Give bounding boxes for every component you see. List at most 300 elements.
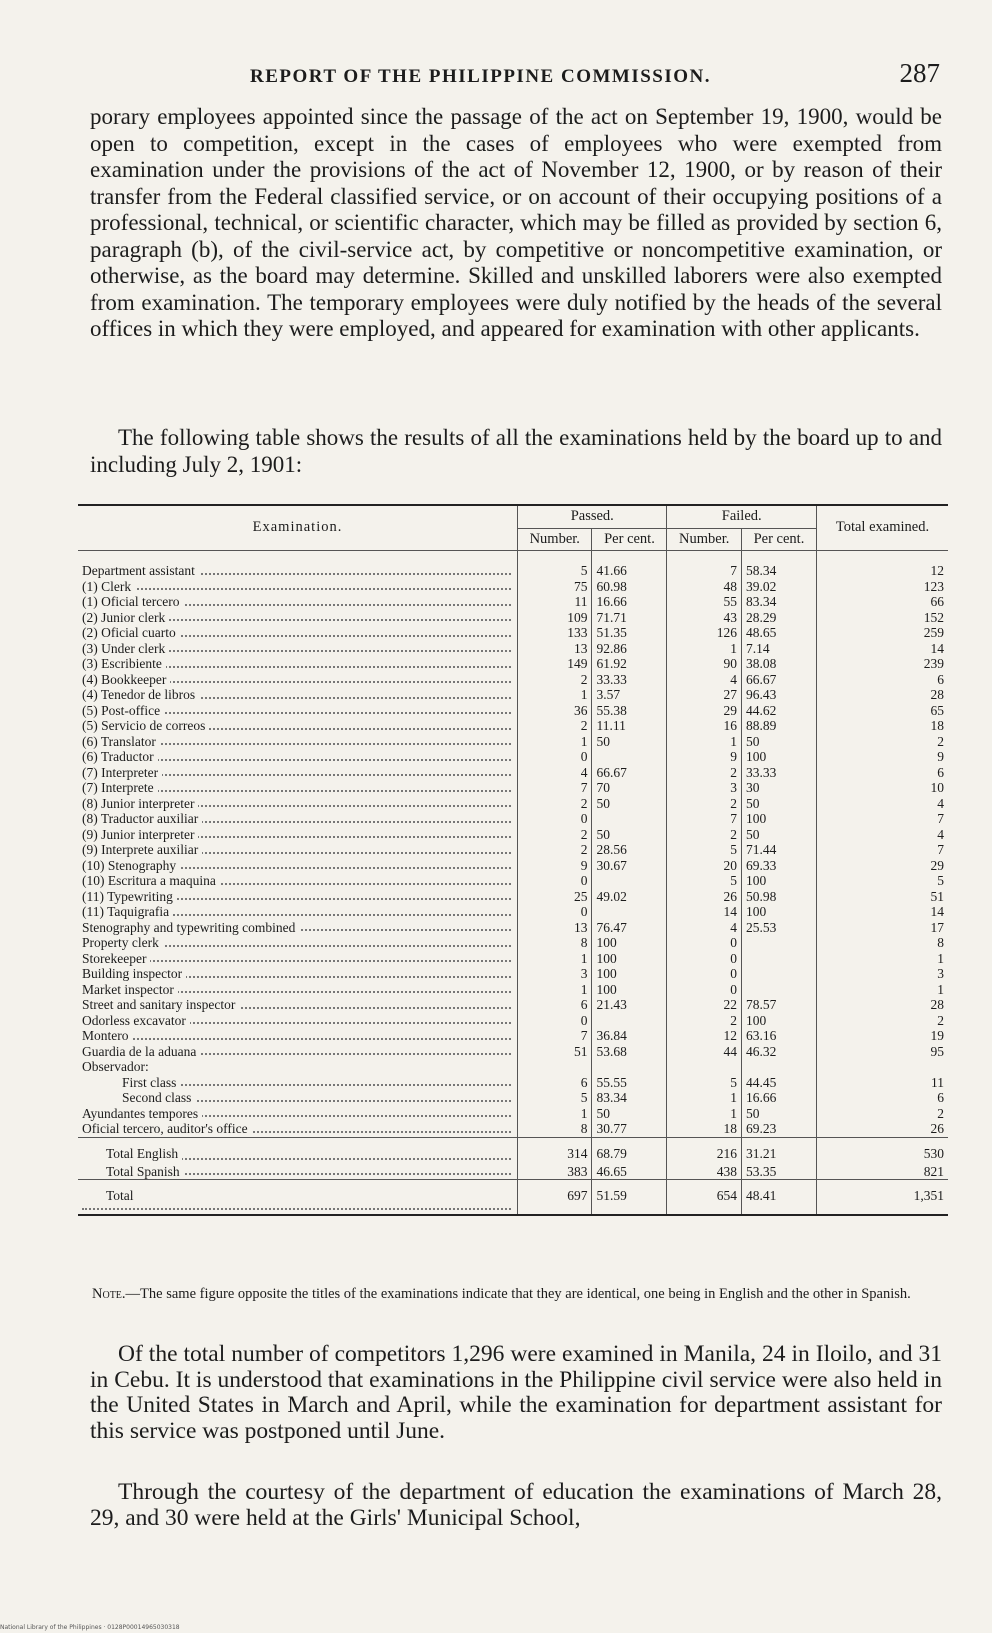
table-row (78, 920, 948, 936)
row-name: Montero (82, 1028, 133, 1043)
failed-percent: 25.53 (741, 920, 816, 936)
header-failed-number: Number. (667, 528, 741, 551)
row-name: (10) Stenography (82, 858, 180, 873)
total-examined: 28 (930, 687, 944, 702)
paragraph-courtesy: Through the courtesy of the department of education the examinations of March 28, 29, and 30 were held at the Girls' Municipal School, (90, 1479, 942, 1531)
failed-percent: 69.33 (741, 858, 816, 874)
passed-number: 149 (518, 656, 592, 672)
passed-number: 36 (518, 703, 592, 719)
passed-percent: 41.66 (592, 551, 667, 579)
failed-percent: 50 (741, 827, 816, 843)
table-row (78, 780, 948, 796)
table-row (78, 796, 948, 812)
failed-number: 4 (667, 920, 741, 936)
total-examined: 2 (937, 1012, 944, 1028)
row-name: Oficial tercero, auditor's office (82, 1121, 252, 1136)
passed-percent: 61.92 (592, 656, 667, 672)
passed-number: 0 (518, 749, 592, 765)
row-name: (10) Escritura a maquina (82, 873, 220, 888)
passed-number: 133 (518, 625, 592, 641)
failed-number: 12 (667, 1028, 741, 1044)
running-title: REPORT OF THE PHILIPPINE COMMISSION. (250, 66, 712, 87)
failed-percent: 100 (741, 904, 816, 920)
total-examined: 18 (930, 718, 944, 733)
failed-number: 26 (667, 889, 741, 905)
total-examined: 12 (930, 563, 944, 578)
table-row (78, 904, 948, 920)
passed-number: 2 (518, 796, 592, 812)
passed-percent: 28.56 (592, 842, 667, 858)
table-row (78, 1044, 948, 1060)
row-name: (4) Tenedor de libros (82, 687, 199, 702)
passed-number: 697 (518, 1180, 592, 1216)
failed-number: 5 (667, 873, 741, 889)
header-examination: Examination. (78, 505, 518, 551)
row-name: (9) Interprete auxiliar (82, 842, 202, 857)
table-row (78, 1013, 948, 1029)
failed-percent: 28.29 (741, 610, 816, 626)
passed-number: 8 (518, 935, 592, 951)
failed-number: 5 (667, 842, 741, 858)
row-name: (9) Junior interpreter (82, 827, 198, 842)
total-examined: 26 (930, 1121, 944, 1136)
table-row (78, 1121, 948, 1137)
passed-number: 5 (518, 551, 592, 579)
failed-number: 0 (667, 935, 741, 951)
failed-percent: 7.14 (741, 641, 816, 657)
passed-number: 1 (518, 951, 592, 967)
total-examined: 3 (937, 966, 944, 981)
table-row (78, 1028, 948, 1044)
total-examined: 29 (930, 857, 944, 873)
failed-number: 2 (667, 1013, 741, 1029)
failed-number: 2 (667, 796, 741, 812)
passed-percent: 50 (592, 1106, 667, 1122)
passed-number: 13 (518, 920, 592, 936)
passed-percent: 36.84 (592, 1028, 667, 1044)
passed-percent (592, 749, 667, 765)
table-row (78, 579, 948, 595)
failed-percent: 88.89 (741, 718, 816, 734)
failed-number: 438 (667, 1164, 741, 1180)
table-row (78, 594, 948, 610)
passed-number: 2 (518, 718, 592, 734)
passed-number: 0 (518, 811, 592, 827)
passed-percent: 55.55 (592, 1075, 667, 1091)
passed-number: 5 (518, 1090, 592, 1106)
row-name: Ayundantes tempores (82, 1106, 202, 1121)
failed-number: 20 (667, 858, 741, 874)
failed-percent: 100 (741, 873, 816, 889)
row-name: Street and sanitary inspector (82, 997, 239, 1012)
passed-percent: 83.34 (592, 1090, 667, 1106)
total-examined: 51 (930, 888, 944, 904)
row-name: First class (82, 1075, 180, 1090)
passed-percent: 92.86 (592, 641, 667, 657)
table-row (78, 656, 948, 672)
failed-number: 5 (667, 1075, 741, 1091)
table-row (78, 997, 948, 1013)
passed-number: 13 (518, 641, 592, 657)
failed-number: 29 (667, 703, 741, 719)
failed-percent: 16.66 (741, 1090, 816, 1106)
total-spanish-row (78, 1164, 948, 1180)
passed-percent: 68.79 (592, 1137, 667, 1164)
table-body (78, 551, 948, 1216)
passed-number: 3 (518, 966, 592, 982)
failed-percent: 50 (741, 796, 816, 812)
total-examined: 14 (930, 640, 944, 656)
failed-number: 7 (667, 811, 741, 827)
total-examined: 6 (937, 764, 944, 780)
passed-percent: 11.11 (592, 718, 667, 734)
table-row (78, 1106, 948, 1122)
failed-percent: 44.62 (741, 703, 816, 719)
total-examined: 19 (930, 1028, 944, 1043)
passed-number: 314 (518, 1137, 592, 1164)
row-name: (8) Junior interpreter (82, 796, 198, 811)
failed-number: 0 (667, 966, 741, 982)
total-examined: 9 (937, 749, 944, 764)
passed-percent: 49.02 (592, 889, 667, 905)
passed-percent: 50 (592, 827, 667, 843)
page-number: 287 (899, 58, 940, 88)
total-examined: 14 (930, 904, 944, 919)
failed-number: 654 (667, 1180, 741, 1216)
total-examined: 28 (930, 997, 944, 1012)
table-row (78, 625, 948, 641)
total-examined: 530 (816, 1137, 948, 1164)
failed-percent: 44.45 (741, 1075, 816, 1091)
passed-percent: 71.71 (592, 610, 667, 626)
passed-percent: 76.47 (592, 920, 667, 936)
row-name: (7) Interprete (82, 780, 158, 795)
total-examined: 1,351 (816, 1180, 948, 1216)
failed-percent: 53.35 (741, 1164, 816, 1180)
table-row (78, 641, 948, 657)
table-row (78, 842, 948, 858)
passed-percent: 100 (592, 966, 667, 982)
failed-percent: 96.43 (741, 687, 816, 703)
passed-percent: 60.98 (592, 579, 667, 595)
passed-number: 0 (518, 873, 592, 889)
row-name: (11) Typewriting (82, 889, 177, 904)
row-name: (7) Interpreter (82, 765, 162, 780)
header-total-examined: Total examined. (816, 505, 948, 551)
failed-number: 48 (667, 579, 741, 595)
header-passed-percent: Per cent. (592, 528, 667, 551)
running-head (90, 58, 940, 89)
passed-number: 25 (518, 889, 592, 905)
row-name: Second class (82, 1090, 195, 1105)
passed-percent (592, 811, 667, 827)
failed-number: 55 (667, 594, 741, 610)
table-row (78, 966, 948, 982)
total-examined: 11 (931, 1074, 944, 1090)
row-name: Total Spanish (82, 1164, 184, 1179)
passed-percent: 66.67 (592, 765, 667, 781)
table-row (78, 811, 948, 827)
total-examined: 259 (923, 625, 944, 640)
table-row (78, 718, 948, 734)
failed-number: 2 (667, 765, 741, 781)
failed-percent: 33.33 (741, 765, 816, 781)
failed-number: 43 (667, 610, 741, 626)
row-name: Total English (82, 1146, 182, 1161)
header-passed: Passed. (518, 505, 667, 528)
row-name: (5) Post-office (82, 703, 164, 718)
row-name: (1) Oficial tercero (82, 594, 183, 609)
passed-percent (592, 1059, 667, 1075)
passed-number: 2 (518, 827, 592, 843)
total-examined: 17 (930, 919, 944, 935)
failed-percent: 100 (741, 811, 816, 827)
failed-number (667, 1059, 741, 1075)
results-table (78, 504, 948, 1216)
row-name: Building inspector (82, 966, 186, 981)
failed-number: 7 (667, 551, 741, 579)
total-examined: 65 (930, 702, 944, 718)
row-name: (1) Clerk (82, 579, 135, 594)
row-name: (3) Escribiente (82, 656, 166, 671)
failed-number: 9 (667, 749, 741, 765)
failed-percent: 50.98 (741, 889, 816, 905)
row-name: (4) Bookkeeper (82, 672, 170, 687)
failed-percent: 39.02 (741, 579, 816, 595)
total-examined: 6 (937, 1090, 944, 1105)
table-row (78, 873, 948, 889)
passed-percent (592, 904, 667, 920)
row-name: (2) Junior clerk (82, 610, 169, 625)
passed-percent: 100 (592, 982, 667, 998)
failed-percent: 63.16 (741, 1028, 816, 1044)
passed-number: 7 (518, 780, 592, 796)
failed-percent: 69.23 (741, 1121, 816, 1137)
passed-number: 109 (518, 610, 592, 626)
row-name: Storekeeper (82, 951, 150, 966)
passed-percent: 16.66 (592, 594, 667, 610)
passed-number: 8 (518, 1121, 592, 1137)
passed-number: 1 (518, 734, 592, 750)
failed-percent: 30 (741, 780, 816, 796)
failed-percent: 71.44 (741, 842, 816, 858)
passed-number: 2 (518, 672, 592, 688)
passed-percent: 46.65 (592, 1164, 667, 1180)
row-name: (11) Taquigrafia (82, 904, 173, 919)
passed-percent: 21.43 (592, 997, 667, 1013)
failed-percent: 48.65 (741, 625, 816, 641)
passed-number (518, 1059, 592, 1075)
failed-percent: 100 (741, 1013, 816, 1029)
row-name: Total (82, 1188, 138, 1203)
failed-percent: 78.57 (741, 997, 816, 1013)
table-row (78, 951, 948, 967)
table-row (78, 1090, 948, 1106)
passed-number: 383 (518, 1164, 592, 1180)
table-row (78, 935, 948, 951)
total-examined: 239 (923, 656, 944, 671)
passed-number: 6 (518, 997, 592, 1013)
failed-percent (741, 1059, 816, 1075)
row-name: (2) Oficial cuarto (82, 625, 180, 640)
failed-percent: 50 (741, 1106, 816, 1122)
passed-percent: 55.38 (592, 703, 667, 719)
table-row (78, 765, 948, 781)
header-failed-percent: Per cent. (741, 528, 816, 551)
total-examined: 1 (937, 950, 944, 966)
total-examined: 821 (923, 1163, 944, 1179)
failed-percent (741, 951, 816, 967)
failed-percent: 48.41 (741, 1180, 816, 1216)
passed-percent: 50 (592, 796, 667, 812)
passed-percent: 51.59 (592, 1180, 667, 1216)
failed-number: 27 (667, 687, 741, 703)
passed-percent (592, 1013, 667, 1029)
failed-number: 1 (667, 734, 741, 750)
failed-number: 3 (667, 780, 741, 796)
failed-number: 1 (667, 1106, 741, 1122)
row-name: (6) Translator (82, 734, 160, 749)
total-examined: 123 (923, 578, 944, 594)
failed-number: 4 (667, 672, 741, 688)
passed-number: 2 (518, 842, 592, 858)
passed-number: 51 (518, 1044, 592, 1060)
table-row (78, 982, 948, 998)
total-examined: 5 (937, 873, 944, 888)
failed-percent: 46.32 (741, 1044, 816, 1060)
failed-number: 0 (667, 982, 741, 998)
grand-total-row (78, 1180, 948, 1216)
row-name: Odorless excavator (82, 1013, 190, 1028)
failed-percent: 31.21 (741, 1137, 816, 1164)
passed-number: 9 (518, 858, 592, 874)
total-examined (816, 1059, 948, 1075)
passed-percent: 51.35 (592, 625, 667, 641)
total-examined: 66 (930, 594, 944, 609)
passed-number: 11 (518, 594, 592, 610)
passed-number: 0 (518, 904, 592, 920)
passed-percent: 30.67 (592, 858, 667, 874)
failed-number: 2 (667, 827, 741, 843)
table-row (78, 610, 948, 626)
row-name: Guardia de la aduana (82, 1044, 200, 1059)
table-row (78, 734, 948, 750)
table-row (78, 1059, 948, 1075)
failed-number: 16 (667, 718, 741, 734)
row-name: (5) Servicio de correos (82, 718, 209, 733)
failed-number: 126 (667, 625, 741, 641)
table-row (78, 858, 948, 874)
results-table-wrap (78, 504, 948, 1216)
total-examined: 152 (923, 609, 944, 625)
row-name: Property clerk (82, 935, 163, 950)
total-examined: 1 (937, 981, 944, 997)
table-row (78, 551, 948, 579)
passed-number: 6 (518, 1075, 592, 1091)
passed-percent: 100 (592, 951, 667, 967)
failed-percent: 38.08 (741, 656, 816, 672)
failed-number: 1 (667, 1090, 741, 1106)
row-name: (3) Under clerk (82, 641, 169, 656)
scan-footer-id: National Library of the Philippines · 0128P00014965030318 (0, 1624, 180, 1631)
total-examined: 2 (937, 733, 944, 749)
table-row (78, 1075, 948, 1091)
paragraph-competitors: Of the total number of competitors 1,296 were examined in Manila, 24 in Iloilo, and 31 in Cebu. It is understood that examinations in the Philippine civil service were also held in the United States in March and April, while the examination for department assistant for this service was postponed until June. (90, 1341, 942, 1444)
total-english-row (78, 1137, 948, 1164)
passed-number: 1 (518, 687, 592, 703)
total-examined: 7 (937, 842, 944, 857)
row-name: Department assistant (82, 563, 199, 578)
table-footnote (92, 1286, 944, 1302)
table-row (78, 889, 948, 905)
passed-number: 1 (518, 1106, 592, 1122)
passed-number: 1 (518, 982, 592, 998)
failed-number: 1 (667, 641, 741, 657)
failed-percent (741, 966, 816, 982)
failed-number: 90 (667, 656, 741, 672)
row-name: Observador: (82, 1059, 153, 1074)
table-row (78, 703, 948, 719)
passed-percent: 70 (592, 780, 667, 796)
total-examined: 4 (937, 795, 944, 811)
passed-percent: 100 (592, 935, 667, 951)
passed-number: 7 (518, 1028, 592, 1044)
failed-percent: 100 (741, 749, 816, 765)
paragraph-table-intro: The following table shows the results of all the examinations held by the board up to and including July 2, 1901: (90, 425, 942, 477)
total-examined: 2 (937, 1105, 944, 1121)
total-examined: 6 (937, 671, 944, 687)
total-examined: 8 (937, 935, 944, 950)
header-passed-number: Number. (518, 528, 592, 551)
failed-number: 22 (667, 997, 741, 1013)
failed-number: 0 (667, 951, 741, 967)
passed-percent (592, 873, 667, 889)
total-examined: 4 (937, 826, 944, 842)
total-examined: 95 (930, 1043, 944, 1059)
failed-number: 44 (667, 1044, 741, 1060)
row-name: Market inspector (82, 982, 178, 997)
passed-percent: 30.77 (592, 1121, 667, 1137)
failed-number: 18 (667, 1121, 741, 1137)
table-row (78, 749, 948, 765)
passed-percent: 3.57 (592, 687, 667, 703)
total-examined: 7 (937, 811, 944, 826)
note-text: —The same figure opposite the titles of the examinations indicate that they are identical, one being in English and the other in Spanish. (125, 1286, 911, 1302)
failed-percent: 58.34 (741, 551, 816, 579)
failed-percent: 50 (741, 734, 816, 750)
passed-number: 0 (518, 1013, 592, 1029)
row-name: (8) Traductor auxiliar (82, 811, 202, 826)
table-row (78, 827, 948, 843)
passed-percent: 53.68 (592, 1044, 667, 1060)
table-row (78, 672, 948, 688)
failed-percent (741, 935, 816, 951)
failed-percent: 83.34 (741, 594, 816, 610)
passed-percent: 50 (592, 734, 667, 750)
passed-number: 75 (518, 579, 592, 595)
passed-number: 4 (518, 765, 592, 781)
paragraph-continuation: porary employees appointed since the passage of the act on September 19, 1900, would be open to competition, except in the cases of employees who were exempted from examination under the provisions of the act of November 12, 1900, or by reason of their transfer from the Federal classified service, or on account of their occupying positions of a professional, technical, or scientific character, which may be filled as provided by section 6, paragraph (b), of the civil-service act, by competitive or noncompetitive examination, or otherwise, as the board may determine. Skilled and unskilled laborers were also exempted from examination. The temporary employees were duly notified by the heads of the several offices in which they were employed, and appeared for examination with other applicants. (90, 104, 942, 341)
table-row (78, 687, 948, 703)
note-label: Note. (92, 1286, 126, 1302)
total-examined: 10 (930, 780, 944, 795)
passed-percent: 33.33 (592, 672, 667, 688)
failed-number: 216 (667, 1137, 741, 1164)
row-name: (6) Traductor (82, 749, 158, 764)
failed-percent: 66.67 (741, 672, 816, 688)
failed-percent (741, 982, 816, 998)
failed-number: 14 (667, 904, 741, 920)
